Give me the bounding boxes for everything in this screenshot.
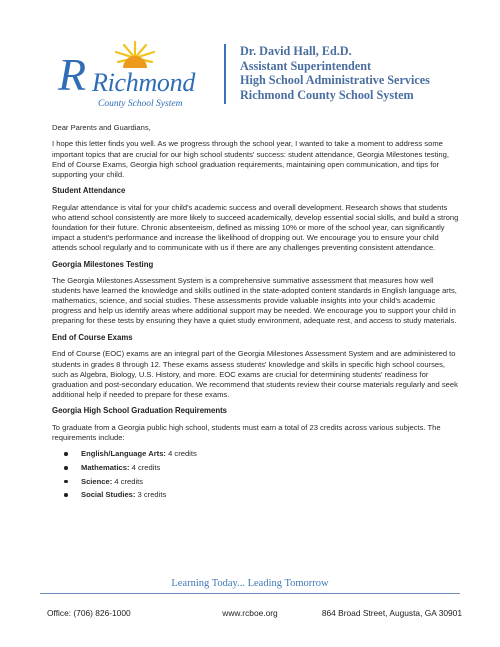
bullet-icon (64, 452, 68, 456)
section-body-attendance: Regular attendance is vital for your child's academic success and overall development. Research shows that students who attend school consistently are more likely to succeed academically, develop essential social skills, and build a strong foundation for their future. Chronic absenteeism, defined as missing 10% or more of the school year, can significantly impact a student's performance and increase the likelihood of dropping out. We encourage you to ensure your child attends school regularly and to communicate with us if there are any challenges preventing consistent attendance. (52, 202, 459, 253)
section-heading-graduation: Georgia High School Graduation Requirements (52, 406, 228, 416)
letterhead-divider (224, 44, 226, 104)
bullet-icon (64, 493, 68, 497)
sun-icon (112, 40, 158, 70)
letter-body (52, 123, 462, 504)
logo-initial: R (58, 49, 87, 100)
intro-paragraph: I hope this letter finds you well. As we progress through the school year, I wanted to take a moment to address some important topics that are crucial for our high school students' success: student attendance, Georgia Milestones testing, End of Course Exams, Georgia high school graduation requirements, maintaining open communication, and tips for supporting your child. (52, 139, 449, 179)
footer-office-phone: Office: (706) 826-1000 (47, 608, 131, 618)
requirements-list (52, 449, 462, 500)
section-body-milestones: The Georgia Milestones Assessment System is a comprehensive summative assessment that measures how well students have learned the knowledge and skills outlined in the state-adopted content standards in English language arts, mathematics, science, and social studies. These assessments provide valuable insights into your child's academic progress and help us identify areas where additional support may be needed. We encourage you to support your child in preparing for these tests by ensuring they have a quiet study environment, adequate rest, and access to study materials. (52, 276, 457, 326)
district-logo (52, 40, 210, 110)
sender-department: High School Administrative Services (240, 73, 430, 88)
list-item (64, 477, 462, 487)
requirement-credits: 3 credits (135, 490, 167, 500)
requirement-subject: Social Studies: (81, 490, 136, 500)
section-body-eoc: End of Course (EOC) exams are an integral part of the Georgia Milestones Assessment System and are administered to students in grades 8 through 12. These exams assess students' knowledge and skills in specific high school courses, such as Algebra, Biology, U.S. History, and more. EOC exams are crucial for determining students' readiness for graduation and post-secondary education. We recommend that students review their course materials regularly and seek additional help if needed to prepare for these exams. (52, 349, 458, 399)
sender-organization: Richmond County School System (240, 87, 414, 102)
requirement-credits: 4 credits (165, 449, 197, 459)
section-heading-eoc: End of Course Exams (52, 332, 133, 342)
bullet-icon (64, 480, 68, 484)
sender-name: Dr. David Hall, Ed.D. (240, 44, 352, 58)
list-item (64, 463, 462, 473)
footer-divider (40, 593, 460, 594)
sender-block (240, 44, 430, 102)
sender-title: Assistant Superintendent (240, 58, 372, 73)
requirement-credits: 4 credits (112, 476, 144, 486)
requirement-subject: Science: (81, 476, 113, 486)
logo-wordmark: Richmond (92, 68, 196, 97)
requirement-credits: 4 credits (129, 462, 161, 472)
footer-website: www.rcboe.org (222, 608, 278, 618)
requirement-subject: English/Language Arts: (81, 449, 166, 459)
section-body-graduation: To graduate from a Georgia public high school, students must earn a total of 23 credits across various subjects. The requirements include: (52, 422, 441, 442)
requirement-subject: Mathematics: (81, 462, 130, 472)
footer-tagline: Learning Today... Leading Tomorrow (171, 578, 329, 589)
logo-subtitle: County School System (98, 99, 183, 109)
list-item (64, 490, 462, 500)
list-item (64, 449, 462, 459)
greeting: Dear Parents and Guardians, (52, 123, 151, 132)
footer-address: 864 Broad Street, Augusta, GA 30901 (321, 608, 462, 618)
section-heading-milestones: Georgia Milestones Testing (52, 259, 154, 269)
section-heading-attendance: Student Attendance (52, 186, 126, 196)
bullet-icon (64, 466, 68, 470)
